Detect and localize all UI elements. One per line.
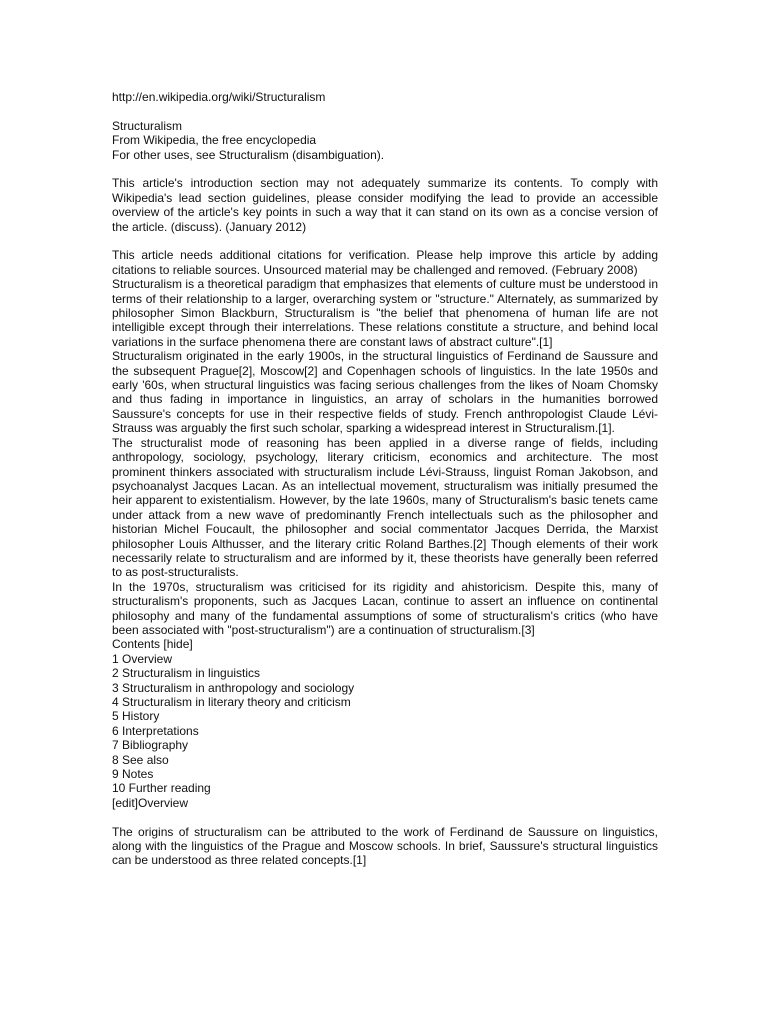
article-tagline: From Wikipedia, the free encyclopedia <box>112 133 317 148</box>
overview-paragraph: The origins of structuralism can be attributed to the work of Ferdinand de Saussure on linguistics, along with the linguistics of the Prague and Moscow schools. In brief, Saussure's structural linguistics can be understood as three related concepts.[1] <box>112 824 658 868</box>
overview-heading[interactable]: [edit]Overview <box>112 795 189 810</box>
contents-item-linguistics[interactable]: 2 Structuralism in linguistics <box>112 666 261 681</box>
spacer <box>112 234 658 248</box>
contents-item-overview[interactable]: 1 Overview <box>112 651 173 666</box>
body-paragraph-2: Structuralism originated in the early 1900s, in the structural linguistics of Ferdinand de Saussure and the subsequent Prague[2], Moscow[2] and Copenhagen schools of linguistics. In the late 1950s and early '60s, when structural linguistics was facing serious challenges from the likes of Noam Chomsky and thus fading in importance in linguistics, an array of scholars in the humanities borrowed Saussure's concepts for use in their respective fields of study. French anthropologist Claude Lévi-Strauss was arguably the first such scholar, sparking a widespread interest in Structuralism.[1]. <box>112 349 658 436</box>
source-url[interactable]: http://en.wikipedia.org/wiki/Structuralism <box>112 90 326 104</box>
spacer <box>112 104 658 118</box>
intro-notice: This article's introduction section may not adequately summarize its contents. To comply with Wikipedia's lead section guidelines, please consider modifying the lead to provide an accessible overview of the article's key points in such a way that it can stand on its own as a concise version of the article. (discuss). (January 2012) <box>112 176 658 234</box>
contents-item-anthropology[interactable]: 3 Structuralism in anthropology and sociology <box>112 680 355 695</box>
citation-notice: This article needs additional citations for verification. Please help improve this article by adding citations to reliable sources. Unsourced material may be challenged and removed. (February 2008) <box>112 248 658 277</box>
body-paragraph-1: Structuralism is a theoretical paradigm that emphasizes that elements of culture must be understood in terms of their relationship to a larger, overarching system or "structure." Alternately, as summarized by philosopher Simon Blackburn, Structuralism is "the belief that phenomena of human life are not intelligible except through their interrelations. These relations constitute a structure, and behind local variations in the surface phenomena there are constant laws of abstract culture".[1] <box>112 277 658 349</box>
article-title: Structuralism <box>112 118 183 133</box>
hatnote: For other uses, see Structuralism (disambiguation). <box>112 147 385 162</box>
contents-item-interpretations[interactable]: 6 Interpretations <box>112 723 199 738</box>
document-page <box>112 90 658 868</box>
contents-item-notes[interactable]: 9 Notes <box>112 767 154 782</box>
spacer <box>112 162 658 176</box>
spacer <box>112 810 658 824</box>
contents-heading[interactable]: Contents [hide] <box>112 637 193 652</box>
contents-item-literary-theory[interactable]: 4 Structuralism in literary theory and criticism <box>112 695 351 710</box>
body-paragraph-3: The structuralist mode of reasoning has been applied in a diverse range of fields, including anthropology, sociology, psychology, literary criticism, economics and architecture. The most prominent thinkers associated with structuralism include Lévi-Strauss, linguist Roman Jakobson, and psychoanalyst Jacques Lacan. As an intellectual movement, structuralism was initially presumed the heir apparent to existentialism. However, by the late 1960s, many of Structuralism's basic tenets came under attack from a new wave of predominantly French intellectuals such as the philosopher and historian Michel Foucault, the philosopher and social commentator Jacques Derrida, the Marxist philosopher Louis Althusser, and the literary critic Roland Barthes.[2] Though elements of their work necessarily relate to structuralism and are informed by it, these theorists have generally been referred to as post-structuralists. <box>112 435 658 580</box>
contents-item-history[interactable]: 5 History <box>112 709 160 724</box>
contents-item-further-reading[interactable]: 10 Further reading <box>112 781 211 796</box>
body-paragraph-4: In the 1970s, structuralism was criticised for its rigidity and ahistoricism. Despite this, many of structuralism's proponents, such as Jacques Lacan, continue to assert an influence on continental philosophy and many of the fundamental assumptions of some of structuralism's critics (who have been associated with "post-structuralism") are a continuation of structuralism.[3] <box>112 579 658 637</box>
contents-item-bibliography[interactable]: 7 Bibliography <box>112 738 189 753</box>
contents-item-see-also[interactable]: 8 See also <box>112 752 169 767</box>
